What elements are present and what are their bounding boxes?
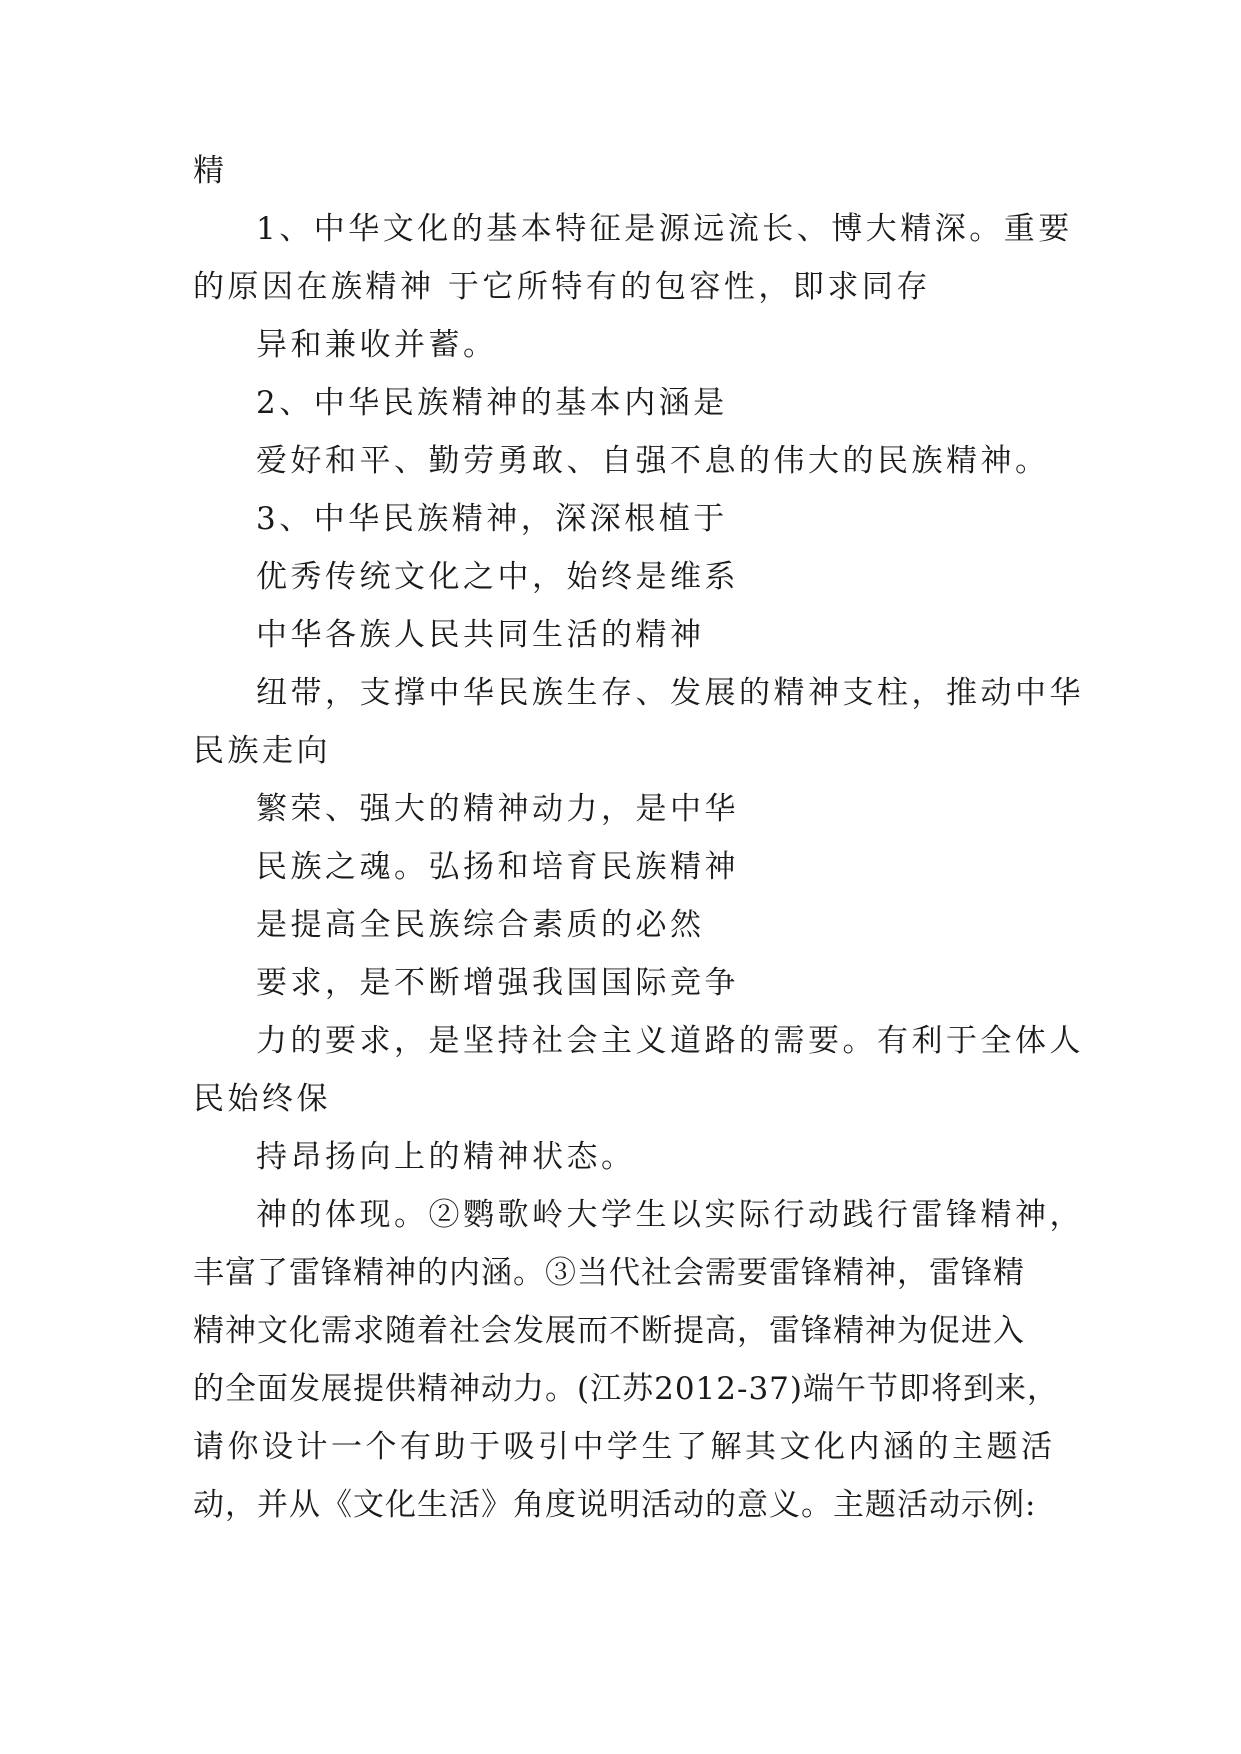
text-line: 力的要求，是坚持社会主义道路的需要。有利于全体人 [256, 1023, 1084, 1059]
text-line: 民族走向 [193, 733, 331, 769]
text-line: 丰富了雷锋精神的内涵。③当代社会需要雷锋精神，雷锋精 [193, 1255, 1025, 1291]
text-line: 2、中华民族精神的基本内涵是 [256, 385, 728, 421]
text-line: 中华各族人民共同生活的精神 [256, 617, 705, 653]
text-line: 请你设计一个有助于吸引中学生了解其文化内涵的主题活 [193, 1429, 1056, 1465]
text-line: 民族之魂。弘扬和培育民族精神 [256, 849, 739, 885]
text-line: 繁荣、强大的精神动力，是中华 [256, 791, 739, 827]
text-line: 要求，是不断增强我国国际竞争 [256, 965, 739, 1001]
text-line: 精神文化需求随着社会发展而不断提高，雷锋精神为促进入 [193, 1313, 1025, 1349]
text-line: 异和兼收并蓄。 [256, 327, 498, 363]
text-line: 3、中华民族精神，深深根植于 [256, 501, 728, 537]
text-line: 纽带，支撑中华民族生存、发展的精神支柱，推动中华 [256, 675, 1084, 711]
text-line: 动，并从《文化生活》角度说明活动的意义。主题活动示例: [193, 1487, 1037, 1523]
text-line: 优秀传统文化之中，始终是维系 [256, 559, 739, 595]
text-line: 的原因在族精神 于它所特有的包容性，即求同存 [193, 269, 931, 305]
text-line: 精 [193, 153, 228, 189]
text-line: 神的体现。②鹦歌岭大学生以实际行动践行雷锋精神， [256, 1197, 1084, 1233]
text-line: 的全面发展提供精神动力。(江苏2012-37)端午节即将到来， [193, 1371, 1059, 1407]
text-line: 民始终保 [193, 1081, 331, 1117]
text-line: 持昂扬向上的精神状态。 [256, 1139, 636, 1175]
text-line: 爱好和平、勤劳勇敢、自强不息的伟大的民族精神。 [256, 443, 1050, 479]
text-line: 1、中华文化的基本特征是源远流长、博大精深。重要 [256, 211, 1073, 247]
text-line: 是提高全民族综合素质的必然 [256, 907, 705, 943]
